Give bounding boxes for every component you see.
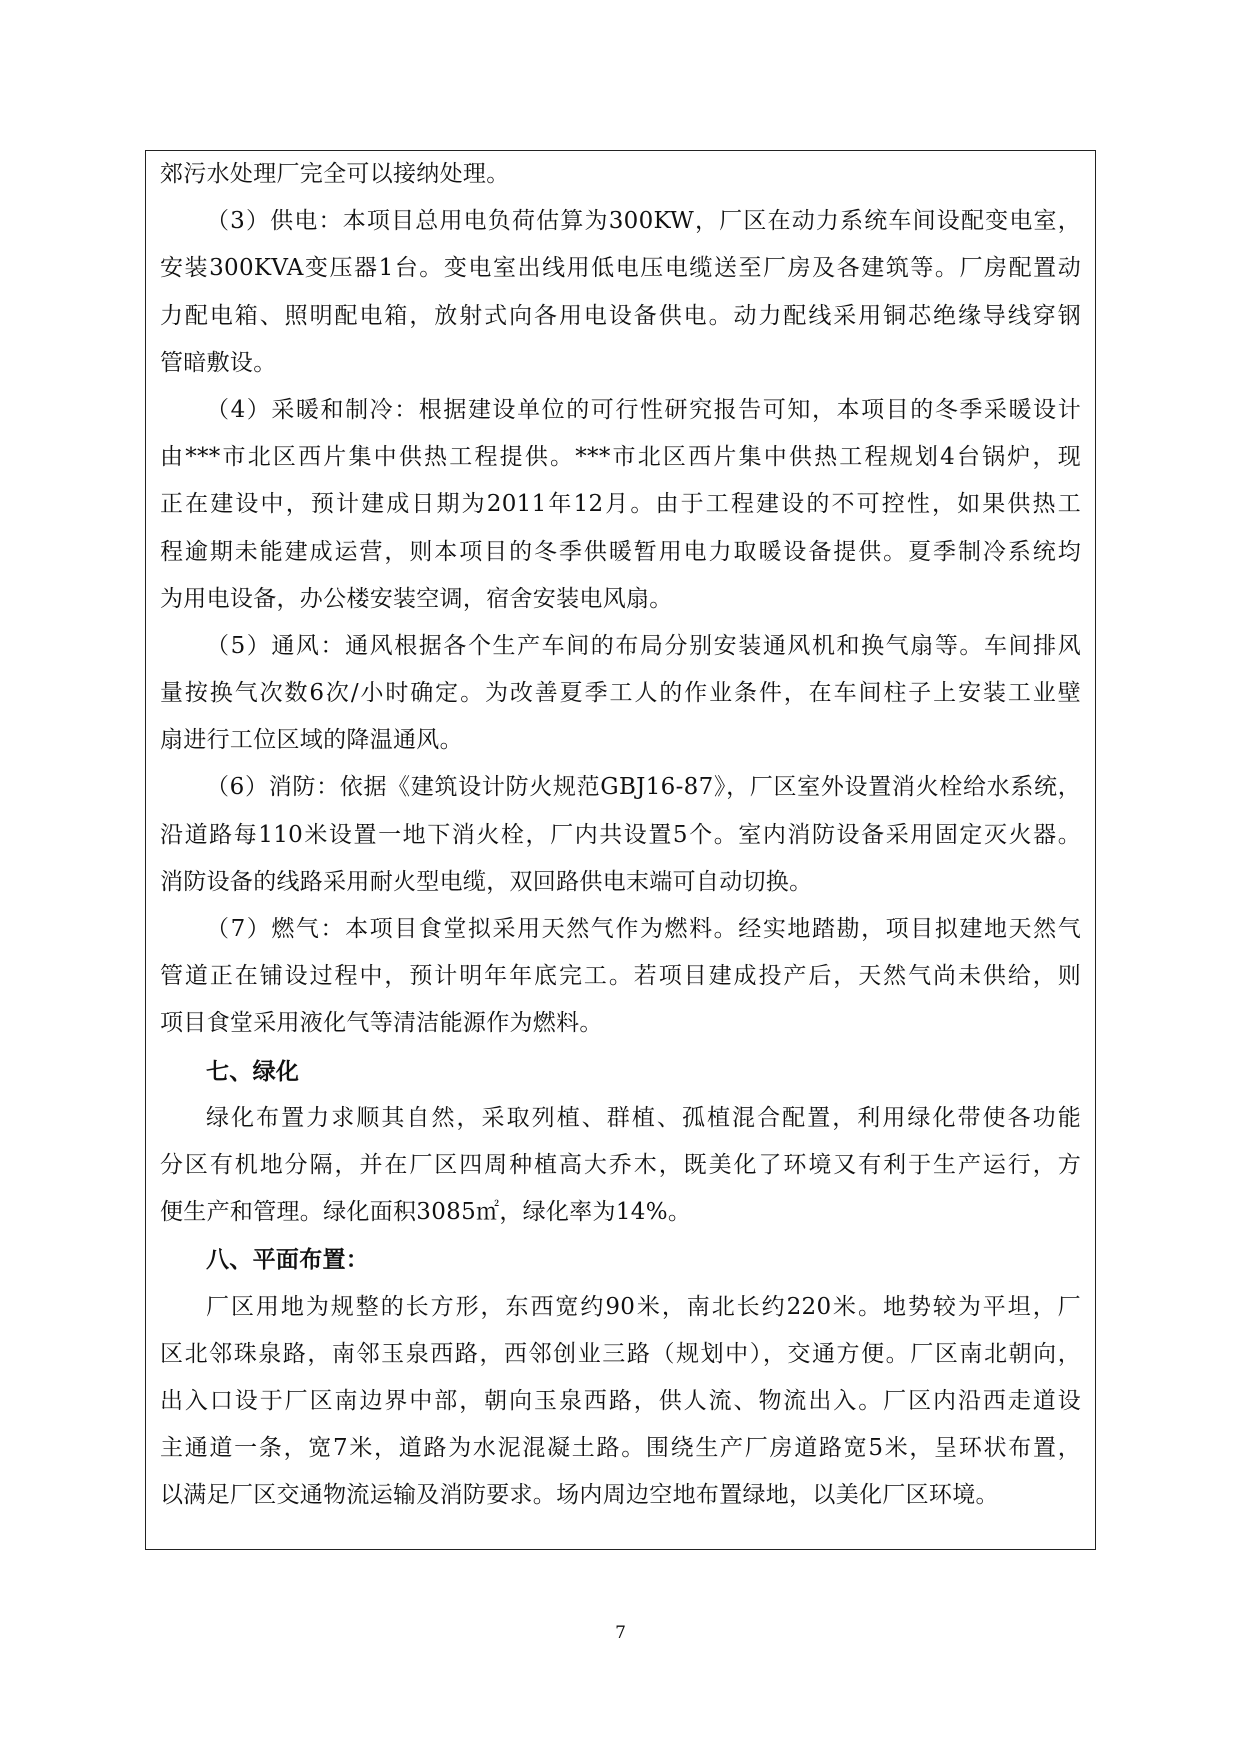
document-frame bbox=[145, 150, 1096, 1550]
text-line: 安装300KVA变压器1台。变电室出线用低电压电缆送至厂房及各建筑等。厂房配置动 bbox=[160, 255, 1081, 282]
text-line: 项目食堂采用液化气等清洁能源作为燃料。 bbox=[160, 1010, 603, 1037]
page-number: 7 bbox=[615, 1623, 626, 1643]
document-body bbox=[160, 151, 1081, 1519]
text-line: 便生产和管理。绿化面积3085㎡，绿化率为14%。 bbox=[160, 1199, 692, 1226]
text-line: 管道正在铺设过程中，预计明年年底完工。若项目建成投产后，天然气尚未供给，则 bbox=[160, 963, 1081, 990]
text-line: 以满足厂区交通物流运输及消防要求。场内周边空地布置绿地，以美化厂区环境。 bbox=[160, 1482, 999, 1509]
paragraph-start-power-supply: （3）供电：本项目总用电负荷估算为300KW，厂区在动力系统车间设配变电室， bbox=[206, 208, 1081, 235]
text-line: 主通道一条，宽7米，道路为水泥混凝土路。围绕生产厂房道路宽5米，呈环状布置， bbox=[160, 1435, 1081, 1462]
text-line: 分区有机地分隔，并在厂区四周种植高大乔木，既美化了环境又有利于生产运行，方 bbox=[160, 1151, 1081, 1178]
text-line: 力配电箱、照明配电箱，放射式向各用电设备供电。动力配线采用铜芯绝缘导线穿钢 bbox=[160, 302, 1081, 329]
paragraph-start-ventilation: （5）通风：通风根据各个生产车间的布局分别安装通风机和换气扇等。车间排风 bbox=[206, 632, 1081, 659]
text-line: 程逾期未能建成运营，则本项目的冬季供暖暂用电力取暖设备提供。夏季制冷系统均 bbox=[160, 538, 1081, 565]
text-line: 出入口设于厂区南边界中部，朝向玉泉西路，供人流、物流出入。厂区内沿西走道设 bbox=[160, 1387, 1081, 1414]
section-heading-greening: 七、绿化 bbox=[206, 1057, 300, 1085]
text-line: 管暗敷设。 bbox=[160, 349, 277, 376]
text-line: 扇进行工位区域的降温通风。 bbox=[160, 727, 463, 754]
text-line: 消防设备的线路采用耐火型电缆，双回路供电末端可自动切换。 bbox=[160, 868, 813, 895]
text-line: 沿道路每110米设置一地下消火栓，厂内共设置5个。室内消防设备采用固定灭火器。 bbox=[160, 821, 1081, 848]
text-line: 由***市北区西片集中供热工程提供。***市北区西片集中供热工程规划4台锅炉，现 bbox=[160, 444, 1081, 471]
text-line: 正在建设中，预计建成日期为2011年12月。由于工程建设的不可控性，如果供热工 bbox=[160, 491, 1081, 518]
text-line: 量按换气次数6次/小时确定。为改善夏季工人的作业条件，在车间柱子上安装工业壁 bbox=[160, 680, 1081, 707]
section-heading-layout: 八、平面布置： bbox=[206, 1246, 370, 1274]
text-line: 区北邻珠泉路，南邻玉泉西路，西邻创业三路（规划中），交通方便。厂区南北朝向， bbox=[160, 1340, 1081, 1367]
text-line: 为用电设备，办公楼安装空调，宿舍安装电风扇。 bbox=[160, 585, 673, 612]
paragraph-start-fire-protection: （6）消防：依据《建筑设计防火规范GBJ16-87》，厂区室外设置消火栓给水系统， bbox=[206, 774, 1081, 801]
paragraph-start-heating-cooling: （4）采暖和制冷：根据建设单位的可行性研究报告可知，本项目的冬季采暖设计 bbox=[206, 396, 1081, 423]
text-line: 郊污水处理厂完全可以接纳处理。 bbox=[160, 161, 510, 187]
paragraph-start-greening: 绿化布置力求顺其自然，采取列植、群植、孤植混合配置，利用绿化带使各功能 bbox=[206, 1104, 1081, 1131]
paragraph-start-gas: （7）燃气：本项目食堂拟采用天然气作为燃料。经实地踏勘，项目拟建地天然气 bbox=[206, 916, 1081, 942]
paragraph-start-layout: 厂区用地为规整的长方形，东西宽约90米，南北长约220米。地势较为平坦，厂 bbox=[206, 1293, 1081, 1320]
